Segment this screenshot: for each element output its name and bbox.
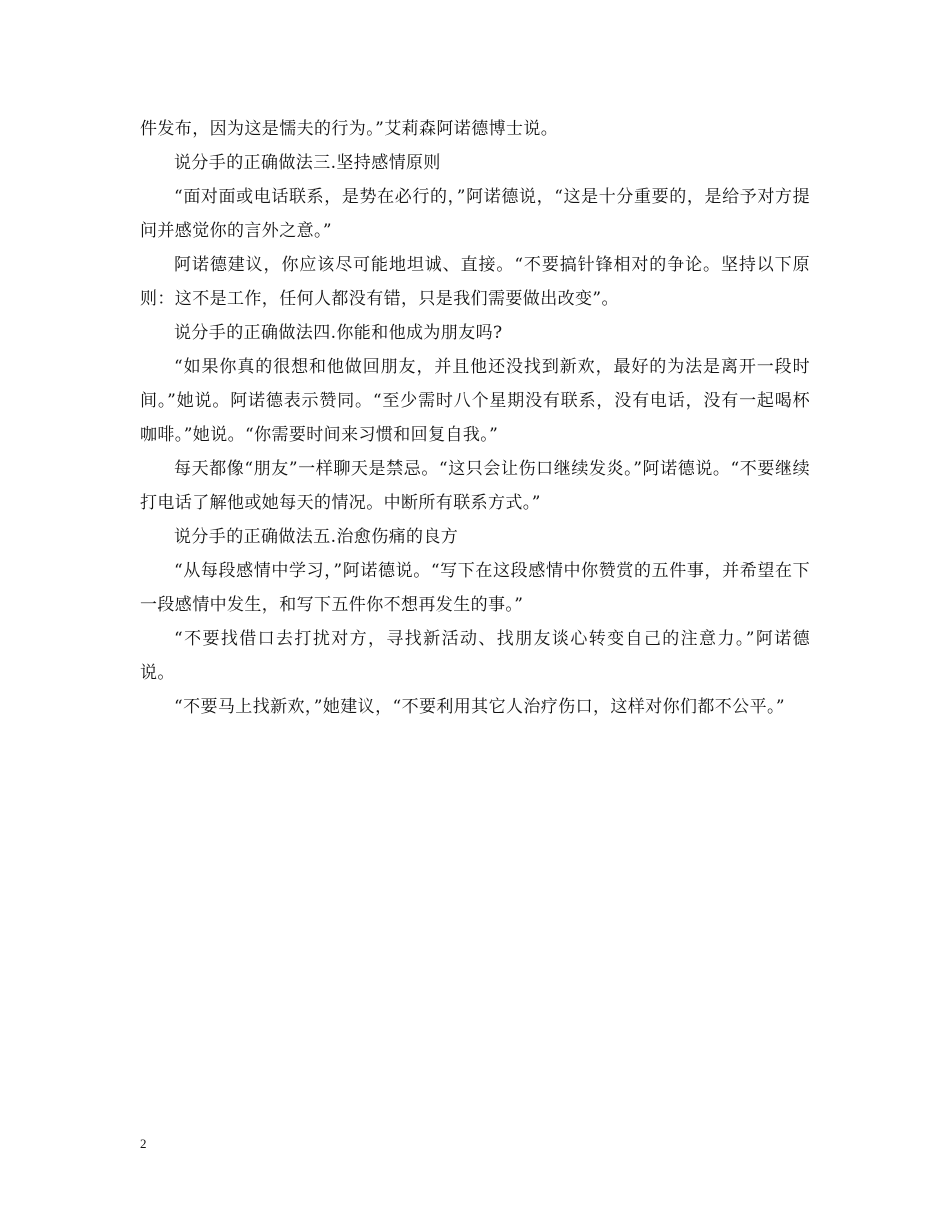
document-body [140, 112, 810, 724]
paragraph: “不要马上找新欢，”她建议，“不要利用其它人治疗伤口，这样对你们都不公平。” [174, 697, 785, 717]
paragraph: “不要找借口去打扰对方，寻找新活动、找朋友谈心转变自己的注意力。”阿诺德说。 [140, 629, 810, 683]
paragraph: 每天都像“朋友”一样聊天是禁忌。“这只会让伤口继续发炎。”阿诺德说。“不要继续打电话了解他或她每天的情况。中断所有联系方式。” [140, 459, 810, 513]
section-heading-5: 说分手的正确做法五.治愈伤痛的良方 [174, 527, 459, 547]
paragraph: “面对面或电话联系，是势在必行的，”阿诺德说，“这是十分重要的，是给予对方提问并感觉你的言外之意。” [140, 187, 810, 241]
section-heading-3: 说分手的正确做法三.坚持感情原则 [174, 153, 441, 173]
paragraph: “如果你真的很想和他做回朋友，并且他还没找到新欢，最好的为法是离开一段时间。”她说。阿诺德表示赞同。“至少需时八个星期没有联系，没有电话，没有一起喝杯咖啡。”她说。“你需要时间来习惯和回复自我。” [140, 357, 810, 445]
section-heading-4: 说分手的正确做法四.你能和他成为朋友吗? [174, 323, 503, 343]
paragraph-continued: 件发布，因为这是懦夫的行为。”艾莉森阿诺德博士说。 [140, 119, 559, 139]
paragraph: 阿诺德建议，你应该尽可能地坦诚、直接。“不要搞针锋相对的争论。坚持以下原则：这不是工作，任何人都没有错，只是我们需要做出改变”。 [140, 255, 810, 309]
paragraph: “从每段感情中学习，”阿诺德说。“写下在这段感情中你赞赏的五件事，并希望在下一段感情中发生，和写下五件你不想再发生的事。” [140, 561, 810, 615]
page-number: 2 [140, 1136, 147, 1151]
